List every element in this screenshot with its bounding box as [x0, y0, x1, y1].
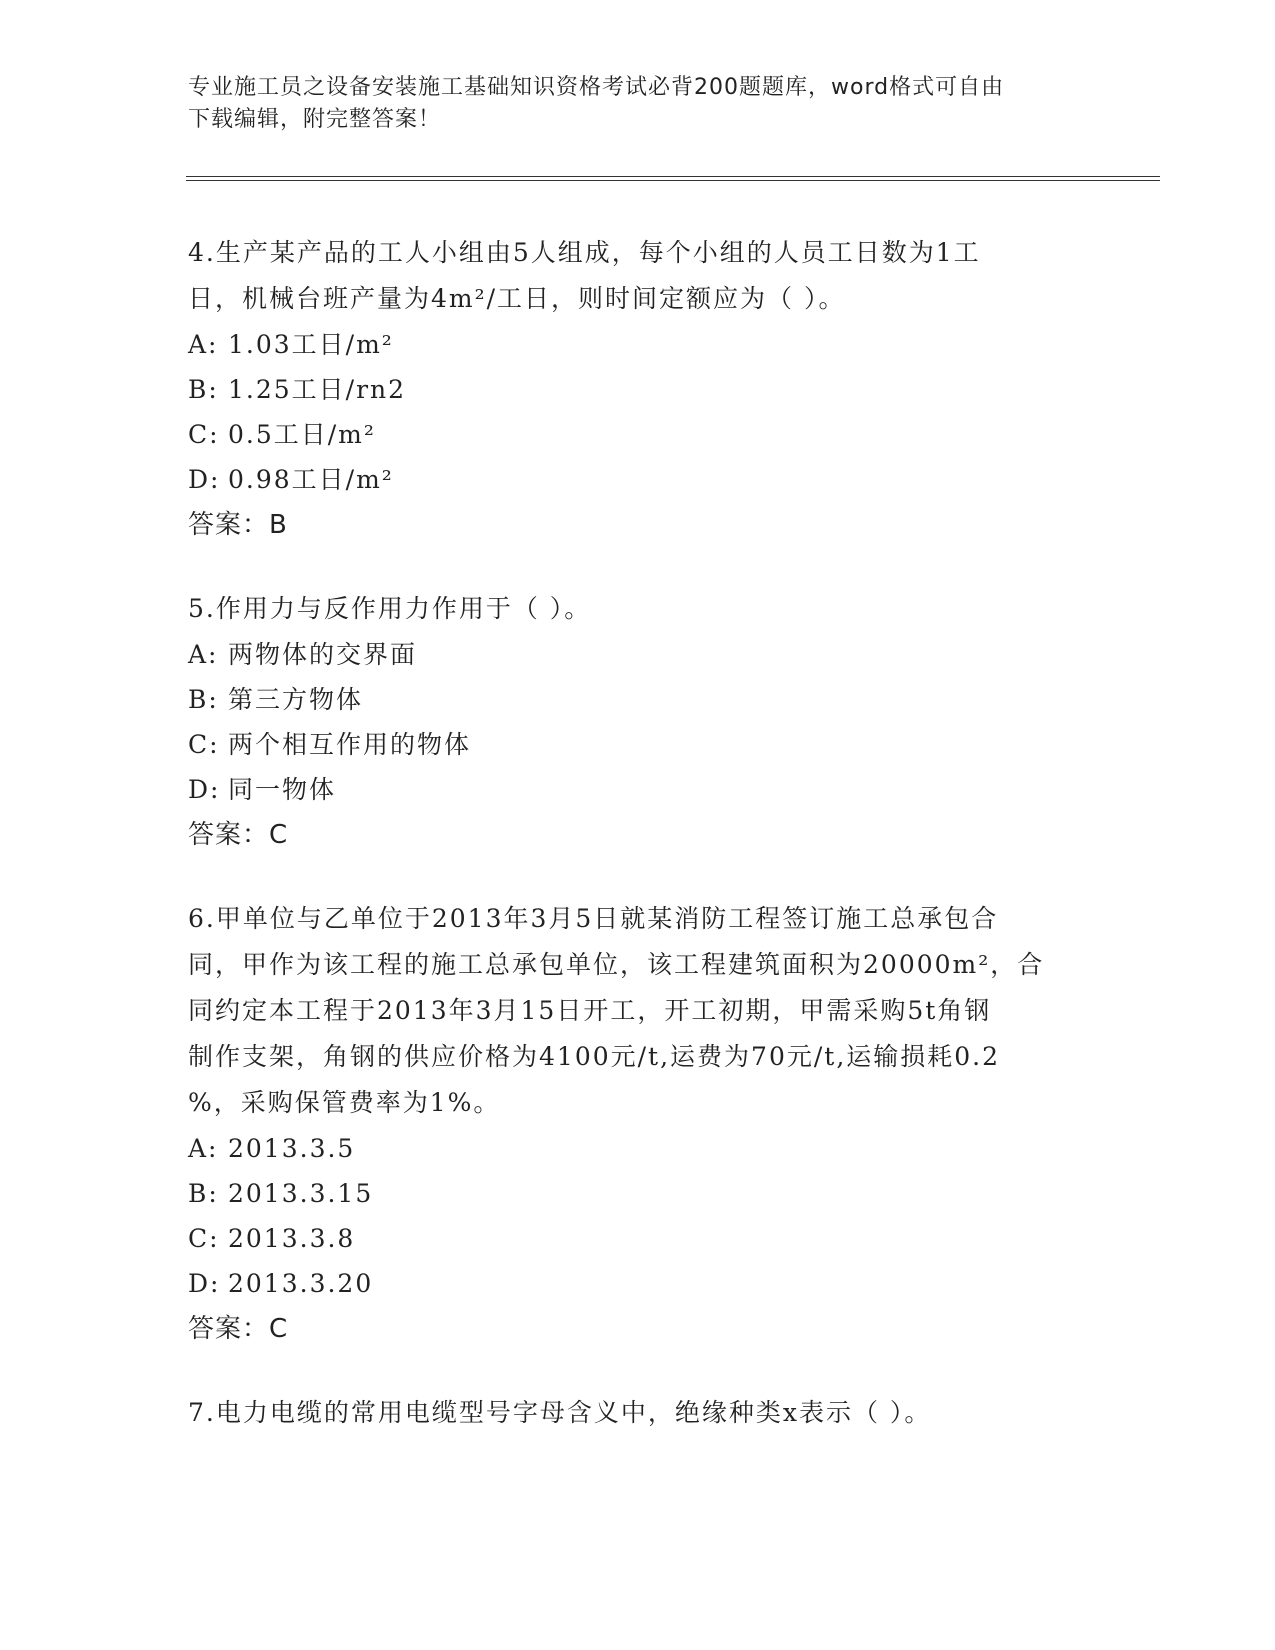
option-text: 2013.3.20 — [228, 1269, 374, 1298]
option-text: 2013.3.8 — [228, 1224, 356, 1253]
option-d — [188, 767, 1098, 812]
question-item — [188, 1390, 1098, 1436]
option-text: 两个相互作用的物体 — [228, 730, 472, 759]
option-text: 同一物体 — [228, 775, 337, 804]
option-d — [188, 457, 1098, 502]
question-stem-line: 同约定本工程于2013年3月15日开工，开工初期，甲需采购5t角钢 — [188, 996, 992, 1025]
header-divider — [186, 176, 1160, 181]
option-key: B: — [188, 685, 219, 714]
option-text: 两物体的交界面 — [228, 640, 418, 669]
option-key: D: — [188, 465, 221, 494]
option-b — [188, 367, 1098, 412]
question-item — [188, 896, 1098, 1352]
option-a — [188, 1126, 1098, 1171]
option-b — [188, 677, 1098, 722]
question-stem-line: 日，机械台班产量为4m²/工日，则时间定额应为（ ）。 — [188, 284, 846, 313]
question-stem-line: %，采购保管费率为1%。 — [188, 1088, 501, 1117]
question-stem-line: 6.甲单位与乙单位于2013年3月5日就某消防工程签订施工总承包合 — [188, 904, 999, 933]
question-stem-line: 5.作用力与反作用力作用于（ ）。 — [188, 594, 592, 623]
option-text: 2013.3.5 — [228, 1134, 356, 1163]
option-key: C: — [188, 730, 220, 759]
question-list — [188, 230, 1098, 1474]
header-line-1: 专业施工员之设备安装施工基础知识资格考试必背200题题库，word格式可自由 — [188, 75, 1005, 100]
option-key: A: — [188, 640, 219, 669]
option-key: A: — [188, 1134, 219, 1163]
answer-line: 答案：B — [188, 510, 288, 540]
question-item — [188, 230, 1098, 548]
option-key: D: — [188, 1269, 221, 1298]
option-text: 第三方物体 — [228, 685, 364, 714]
option-key: C: — [188, 1224, 220, 1253]
option-c — [188, 1216, 1098, 1261]
option-c — [188, 722, 1098, 767]
option-key: A: — [188, 330, 219, 359]
answer-line: 答案：C — [188, 1314, 289, 1344]
option-key: C: — [188, 420, 220, 449]
option-key: B: — [188, 375, 219, 404]
question-item — [188, 586, 1098, 858]
option-key: D: — [188, 775, 221, 804]
option-text: 0.5工日/m² — [228, 420, 376, 449]
option-a — [188, 322, 1098, 367]
option-a — [188, 632, 1098, 677]
option-key: B: — [188, 1179, 219, 1208]
option-text: 2013.3.15 — [228, 1179, 374, 1208]
option-b — [188, 1171, 1098, 1216]
question-stem-line: 4.生产某产品的工人小组由5人组成，每个小组的人员工日数为1工 — [188, 238, 981, 267]
option-d — [188, 1261, 1098, 1306]
option-text: 1.03工日/m² — [228, 330, 394, 359]
option-text: 1.25工日/rn2 — [228, 375, 407, 404]
answer-line: 答案：C — [188, 820, 289, 850]
question-stem-line: 同，甲作为该工程的施工总承包单位，该工程建筑面积为20000m²，合 — [188, 950, 1045, 979]
question-stem-line: 制作支架，角钢的供应价格为4100元/t,运费为70元/t,运输损耗0.2 — [188, 1042, 1001, 1071]
option-text: 0.98工日/m² — [228, 465, 394, 494]
question-stem-line: 7.电力电缆的常用电缆型号字母含义中，绝缘种类x表示（ ）。 — [188, 1398, 932, 1427]
option-c — [188, 412, 1098, 457]
header-line-2: 下载编辑，附完整答案！ — [188, 107, 442, 132]
document-header — [188, 72, 1088, 136]
